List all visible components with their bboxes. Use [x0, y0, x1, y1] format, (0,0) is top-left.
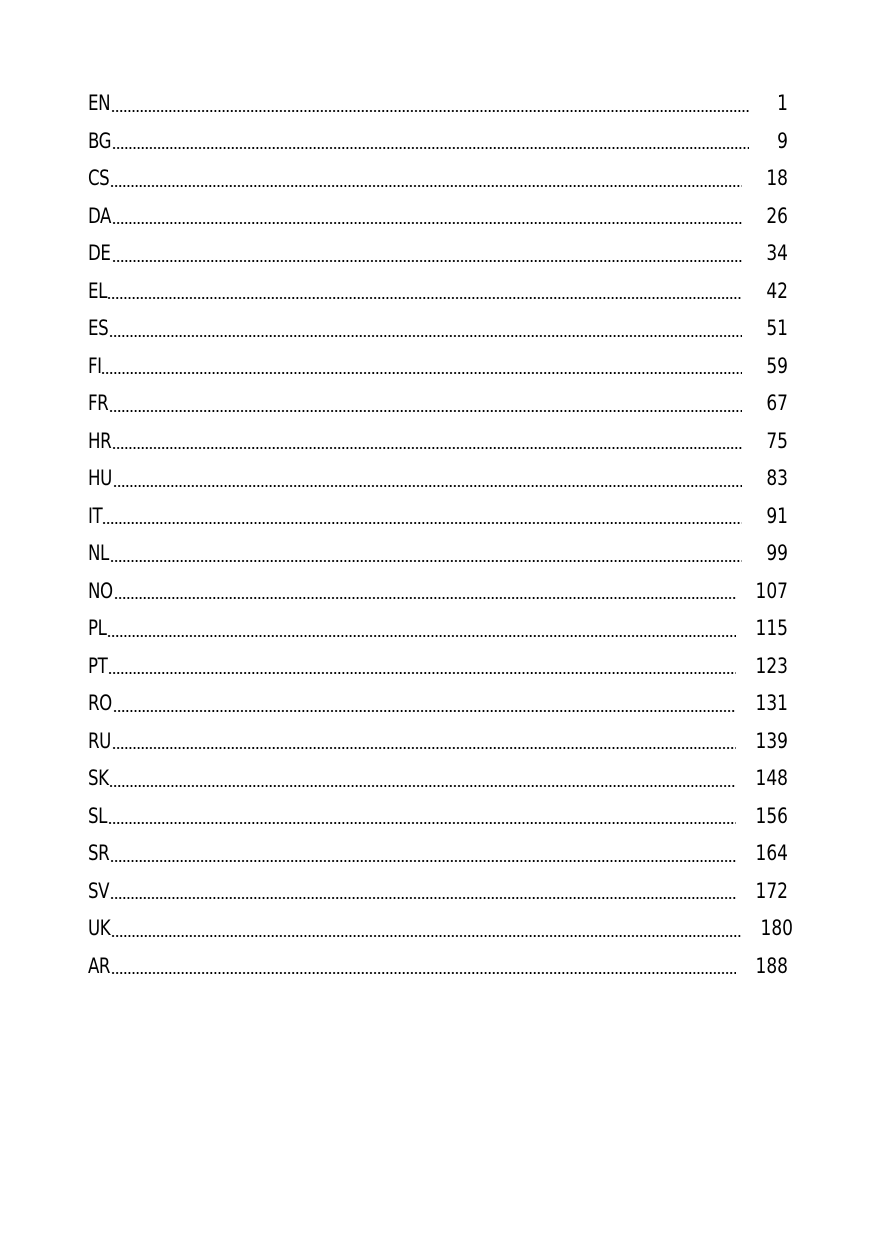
toc-entry-ru[interactable] — [88, 723, 788, 761]
dot-leader — [111, 972, 736, 974]
dot-leader — [108, 672, 736, 674]
page-number: 180 — [760, 916, 793, 941]
page-number: 67 — [766, 391, 788, 416]
language-code: AR — [88, 953, 111, 978]
language-code: BG — [88, 128, 112, 153]
page-number: 51 — [766, 316, 788, 341]
toc-entry-ro[interactable] — [88, 685, 788, 723]
language-code: FR — [88, 391, 109, 416]
page-number: 107 — [755, 578, 788, 603]
page-number: 172 — [755, 878, 788, 903]
dot-leader — [112, 222, 742, 224]
page-number: 188 — [755, 953, 788, 978]
language-code: ES — [88, 316, 109, 341]
page-number: 139 — [755, 728, 788, 753]
dot-leader — [111, 935, 741, 937]
toc-entry-da[interactable] — [88, 198, 788, 236]
language-code: DA — [88, 203, 111, 228]
toc-entry-hu[interactable] — [88, 460, 788, 498]
toc-entry-de[interactable] — [88, 235, 788, 273]
language-code: SL — [88, 803, 107, 828]
language-code: RU — [88, 728, 111, 753]
language-code: CS — [88, 166, 110, 191]
page-number: 91 — [766, 503, 788, 528]
toc-entry-nl[interactable] — [88, 535, 788, 573]
language-code: UK — [88, 916, 111, 941]
dot-leader — [110, 185, 742, 187]
page-number: 148 — [755, 766, 788, 791]
toc-entry-fr[interactable] — [88, 385, 788, 423]
dot-leader — [107, 635, 736, 637]
language-code: RO — [88, 691, 112, 716]
language-code: HR — [88, 428, 112, 453]
toc-entry-pl[interactable] — [88, 610, 788, 648]
toc-entry-bg[interactable] — [88, 123, 788, 161]
dot-leader — [109, 785, 736, 787]
dot-leader — [108, 822, 736, 824]
dot-leader — [114, 597, 736, 599]
dot-leader — [109, 335, 742, 337]
dot-leader — [112, 147, 749, 149]
language-code: PT — [88, 653, 108, 678]
dot-leader — [113, 710, 736, 712]
toc-entry-pt[interactable] — [88, 648, 788, 686]
toc-entry-ar[interactable] — [88, 948, 788, 986]
page-number: 131 — [755, 691, 788, 716]
toc-entry-sr[interactable] — [88, 835, 788, 873]
page-number: 18 — [766, 166, 788, 191]
page-number: 42 — [766, 278, 788, 303]
page-number: 83 — [766, 466, 788, 491]
dot-leader — [109, 410, 742, 412]
language-code: SV — [88, 878, 110, 903]
toc-entry-en[interactable] — [88, 85, 788, 123]
dot-leader — [101, 372, 742, 374]
page-number: 75 — [766, 428, 788, 453]
toc-entry-sk[interactable] — [88, 760, 788, 798]
dot-leader — [112, 260, 743, 262]
toc-entry-el[interactable] — [88, 273, 788, 311]
language-code: NL — [88, 541, 109, 566]
language-code: NO — [88, 578, 113, 603]
page-number: 59 — [766, 353, 788, 378]
dot-leader — [110, 860, 736, 862]
page-number: 115 — [755, 616, 788, 641]
toc-entry-cs[interactable] — [88, 160, 788, 198]
dot-leader — [102, 522, 742, 524]
language-code: SK — [88, 766, 109, 791]
dot-leader — [113, 485, 742, 487]
page-number: 99 — [766, 541, 788, 566]
page-number: 156 — [755, 803, 788, 828]
table-of-contents — [88, 85, 793, 985]
toc-entry-sv[interactable] — [88, 873, 788, 911]
toc-entry-uk[interactable] — [88, 910, 793, 948]
dot-leader — [112, 747, 736, 749]
language-code: FI — [88, 353, 102, 378]
toc-entry-sl[interactable] — [88, 798, 788, 836]
dot-leader — [107, 297, 742, 299]
language-code: DE — [88, 241, 111, 266]
dot-leader — [112, 447, 742, 449]
page-number: 9 — [777, 128, 788, 153]
page-number: 123 — [755, 653, 788, 678]
page-number: 1 — [777, 91, 788, 116]
dot-leader — [110, 897, 736, 899]
page-number: 164 — [755, 841, 788, 866]
toc-entry-hr[interactable] — [88, 423, 788, 461]
language-code: EL — [88, 278, 107, 303]
page-number: 26 — [766, 203, 788, 228]
dot-leader — [110, 560, 742, 562]
page-number: 34 — [766, 241, 788, 266]
toc-entry-no[interactable] — [88, 573, 788, 611]
language-code: PL — [88, 616, 107, 641]
dot-leader — [111, 110, 749, 112]
toc-entry-it[interactable] — [88, 498, 788, 536]
toc-entry-es[interactable] — [88, 310, 788, 348]
language-code: SR — [88, 841, 110, 866]
toc-entry-fi[interactable] — [88, 348, 788, 386]
language-code: EN — [88, 91, 111, 116]
language-code: IT — [88, 503, 103, 528]
language-code: HU — [88, 466, 112, 491]
